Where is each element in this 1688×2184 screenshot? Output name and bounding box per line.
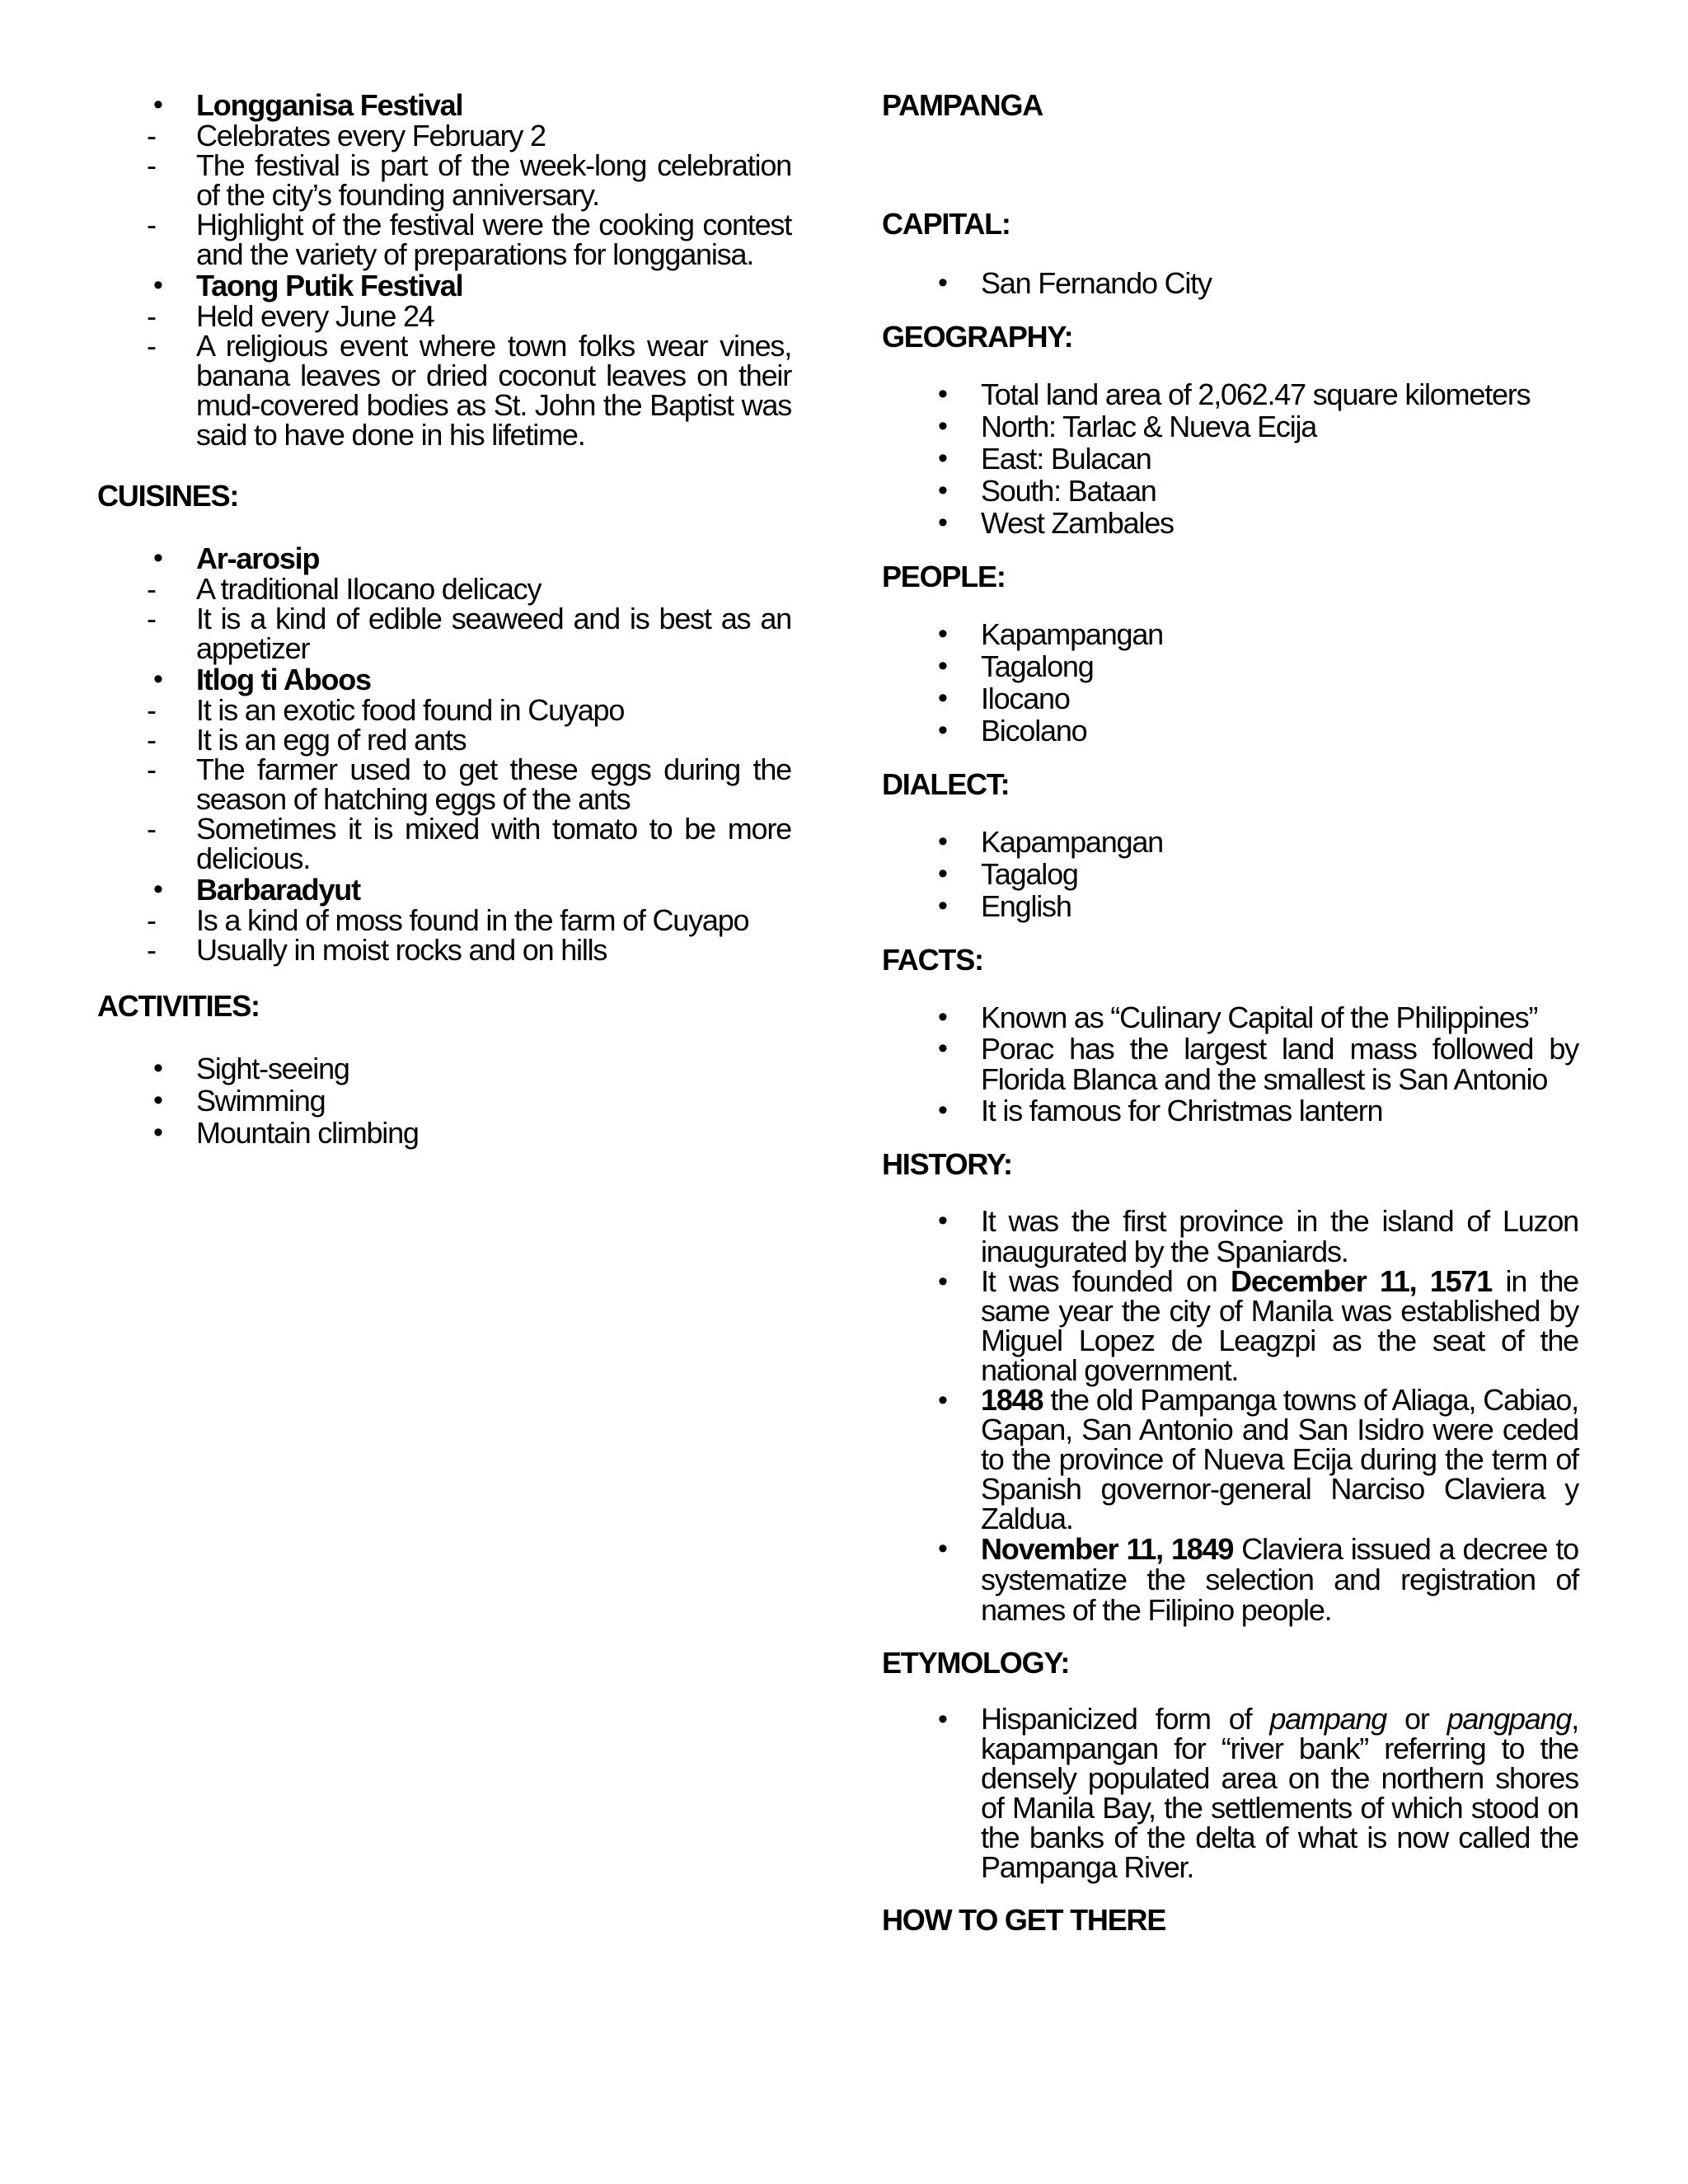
- people-list: [882, 618, 1578, 747]
- list-item: - Highlight of the festival were the cooking contest and the variety of preparations for longganisa.: [147, 208, 791, 271]
- cuisine-title: Itlog ti Aboos: [196, 663, 371, 696]
- detail-list: [147, 693, 791, 875]
- list-item: • Mountain climbing: [97, 1117, 791, 1149]
- activity-list: [97, 1052, 791, 1149]
- detail-list: [147, 119, 791, 271]
- list-item: - It is an egg of red ants: [147, 723, 467, 757]
- list-item: - A traditional Ilocano delicacy: [147, 572, 542, 606]
- detail-list: [147, 299, 791, 452]
- history-list: [882, 1206, 1578, 1625]
- list-item: [97, 874, 791, 965]
- capital-heading: CAPITAL:: [882, 207, 1010, 241]
- list-item: - Celebrates every February 2: [147, 119, 546, 152]
- list-item: [97, 89, 791, 269]
- list-item: • It was the first province in the island of Luzon inaugurated by the Spaniards.: [882, 1206, 1578, 1267]
- cuisine-title: Barbaradyut: [196, 873, 360, 907]
- capital-list: [882, 267, 1578, 299]
- list-item: • Bicolano: [882, 715, 1578, 747]
- list-item: - It is an exotic food found in Cuyapo: [147, 693, 625, 727]
- dialect-heading: DIALECT:: [882, 767, 1010, 801]
- how-to-get-there-heading: HOW TO GET THERE: [882, 1903, 1166, 1937]
- list-item: - A religious event where town folks wear vines, banana leaves or dried coconut leaves on their mud-covered bodies as St. John the Baptist was said to have done in his lifetime.: [147, 329, 791, 452]
- festival-title: Longganisa Festival: [196, 88, 463, 122]
- list-item: • Sight-seeing: [97, 1052, 791, 1085]
- festival-title: Taong Putik Festival: [196, 269, 463, 302]
- list-item: • English: [882, 890, 1578, 922]
- history-heading: HISTORY:: [882, 1147, 1012, 1181]
- facts-list: [882, 1001, 1578, 1127]
- list-item: • 1848 the old Pampanga towns of Aliaga, Cabiao, Gapan, San Antonio and San Isidro were ceded to the province of Nueva Ecija during the term of Spanish governor-general Narciso Claviera y Zaldua.: [882, 1385, 1578, 1534]
- people-heading: PEOPLE:: [882, 560, 1006, 593]
- list-item: • Known as “Culinary Capital of the Philippines”: [882, 1001, 1578, 1033]
- list-item: [97, 542, 791, 663]
- province-title: PAMPANGA: [882, 88, 1043, 122]
- list-item: • South: Bataan: [882, 475, 1578, 507]
- list-item: - Held every June 24: [147, 299, 434, 333]
- detail-list: [147, 903, 791, 967]
- etymology-list: [882, 1704, 1578, 1882]
- list-item: • November 11, 1849 Claviera issued a decree to systematize the selection and registration of names of the Filipino people.: [882, 1534, 1578, 1625]
- list-item: - Is a kind of moss found in the farm of Cuyapo: [147, 903, 749, 937]
- cuisines-heading: CUISINES:: [97, 479, 239, 513]
- right-column: [882, 89, 1578, 1937]
- etymology-heading: ETYMOLOGY:: [882, 1646, 1070, 1680]
- cuisine-list: [97, 542, 791, 965]
- list-item: • Ilocano: [882, 682, 1578, 715]
- festival-list: [97, 89, 791, 450]
- cuisine-title: Ar-arosip: [196, 541, 320, 575]
- list-item: • San Fernando City: [882, 267, 1578, 299]
- list-item: • Total land area of 2,062.47 square kilometers: [882, 378, 1578, 410]
- list-item: - Sometimes it is mixed with tomato to be more delicious.: [147, 812, 791, 875]
- list-item: • North: Tarlac & Nueva Ecija: [882, 410, 1578, 443]
- list-item: [97, 663, 791, 874]
- list-item: • West Zambales: [882, 507, 1578, 539]
- list-item: • Hispanicized form of pampang or pangpang, kapampangan for “river bank” referring to the densely populated area on the northern shores of Manila Bay, the settlements of which stood on the banks of the delta of what is now called the Pampanga River.: [882, 1704, 1578, 1882]
- list-item: - The farmer used to get these eggs during the season of hatching eggs of the ants: [147, 752, 791, 816]
- left-column: [97, 89, 791, 1149]
- list-item: • It was founded on December 11, 1571 in the same year the city of Manila was established by Miguel Lopez de Leagzpi as the seat of the national government.: [882, 1267, 1578, 1385]
- geography-heading: GEOGRAPHY:: [882, 320, 1073, 354]
- list-item: • Kapampangan: [882, 826, 1578, 858]
- list-item: • Tagalog: [882, 858, 1578, 890]
- list-item: • Tagalong: [882, 650, 1578, 682]
- list-item: • East: Bulacan: [882, 443, 1578, 475]
- list-item: • Kapampangan: [882, 618, 1578, 650]
- list-item: • Porac has the largest land mass followed by Florida Blanca and the smallest is San Antonio: [882, 1033, 1578, 1094]
- geography-list: [882, 378, 1578, 539]
- facts-heading: FACTS:: [882, 943, 983, 977]
- detail-list: [147, 572, 791, 665]
- list-item: [97, 269, 791, 450]
- dialect-list: [882, 826, 1578, 922]
- list-item: - Usually in moist rocks and on hills: [147, 933, 607, 967]
- list-item: • It is famous for Christmas lantern: [882, 1094, 1578, 1127]
- activities-heading: ACTIVITIES:: [97, 989, 260, 1023]
- list-item: - The festival is part of the week-long celebration of the city’s founding anniversary.: [147, 148, 791, 212]
- list-item: - It is a kind of edible seaweed and is best as an appetizer: [147, 602, 791, 665]
- list-item: • Swimming: [97, 1085, 791, 1117]
